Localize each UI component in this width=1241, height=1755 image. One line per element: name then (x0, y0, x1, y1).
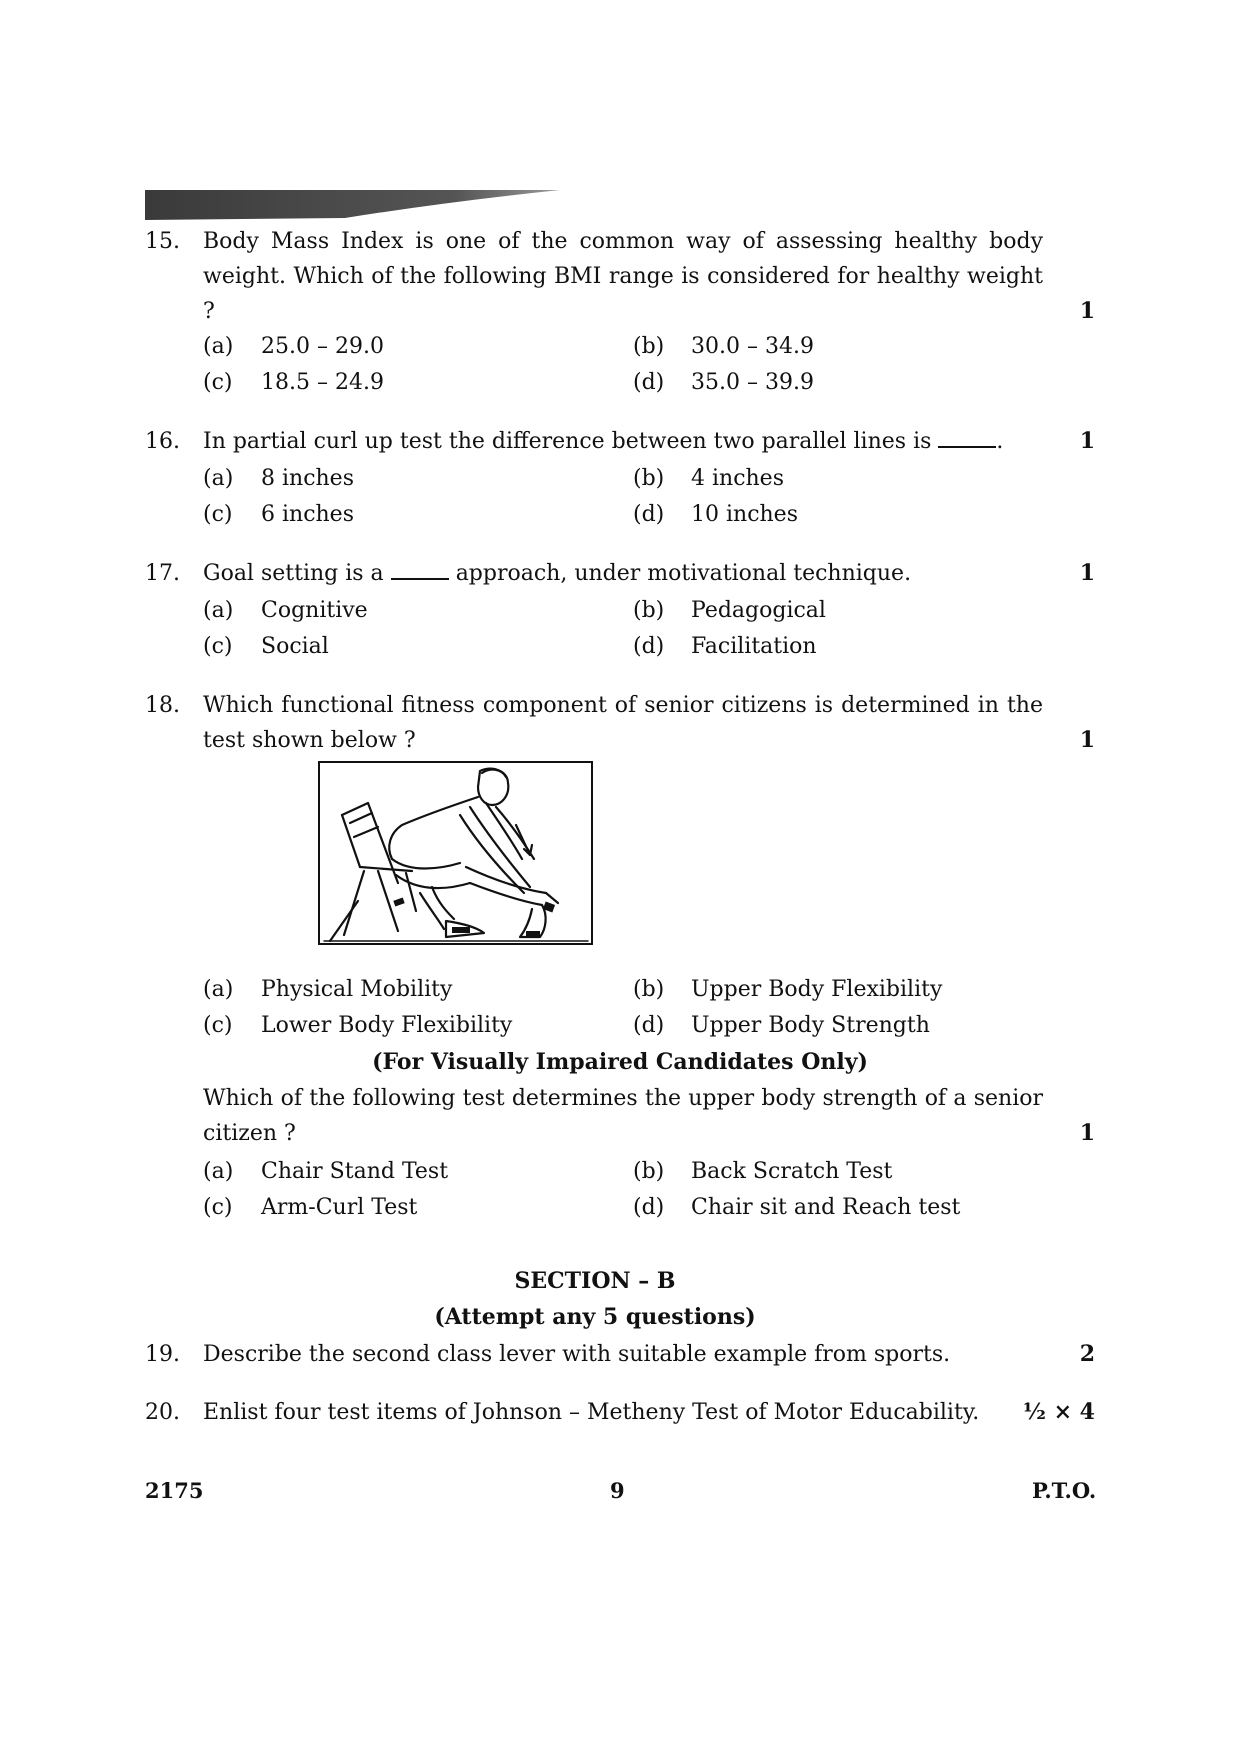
option-text: Upper Body Flexibility (691, 977, 943, 1002)
option-text: 35.0 – 39.9 (691, 370, 814, 395)
question-number: 15. (145, 229, 180, 254)
header-decorative-bar (145, 188, 560, 222)
question-text: Which of the following test determines the upper body strength of a senior citizen ? (203, 1086, 1043, 1146)
option-text: Cognitive (261, 598, 368, 623)
question-marks: 1 (1079, 1120, 1095, 1146)
section-b-title: SECTION – B (514, 1268, 676, 1294)
question-marks: ½ × 4 (1022, 1399, 1095, 1425)
option-text: Arm-Curl Test (261, 1195, 418, 1220)
question-number: 18. (145, 693, 180, 718)
visually-impaired-heading: (For Visually Impaired Candidates Only) (372, 1049, 868, 1075)
option-text: 30.0 – 34.9 (691, 334, 814, 359)
option-label: (d) (633, 502, 665, 527)
option-label: (d) (633, 370, 665, 395)
option-text: Physical Mobility (261, 977, 453, 1002)
option-text: Pedagogical (691, 598, 826, 623)
option-text: Lower Body Flexibility (261, 1013, 513, 1038)
question-text (203, 556, 1043, 591)
option-text: Chair sit and Reach test (691, 1195, 961, 1220)
question-number: 20. (145, 1400, 180, 1425)
option-label: (a) (203, 334, 234, 359)
option-text: 18.5 – 24.9 (261, 370, 384, 395)
question-number: 19. (145, 1342, 180, 1367)
option-label: (d) (633, 1195, 665, 1220)
option-label: (a) (203, 466, 234, 491)
option-label: (c) (203, 502, 233, 527)
question-text-end: . (996, 429, 1004, 454)
answer-blank (938, 426, 996, 448)
option-label: (c) (203, 1013, 233, 1038)
option-text: 6 inches (261, 502, 354, 527)
option-label: (d) (633, 634, 665, 659)
option-text: Back Scratch Test (691, 1159, 893, 1184)
option-label: (b) (633, 977, 665, 1002)
question-text-end: approach, under motivational technique. (455, 561, 912, 586)
option-label: (c) (203, 370, 233, 395)
question-text-start: In partial curl up test the difference between two parallel lines is (203, 429, 932, 454)
answer-blank (391, 558, 449, 580)
question-text-start: Goal setting is a (203, 561, 384, 586)
option-label: (c) (203, 634, 233, 659)
option-text: 10 inches (691, 502, 798, 527)
question-marks: 2 (1079, 1341, 1095, 1367)
chair-sit-and-reach-illustration (318, 761, 593, 945)
option-label: (d) (633, 1013, 665, 1038)
please-turn-over: P.T.O. (1032, 1478, 1097, 1503)
question-marks: 1 (1079, 298, 1095, 324)
question-number: 17. (145, 561, 180, 586)
option-text: 4 inches (691, 466, 784, 491)
illustration-drawing (320, 763, 591, 943)
question-text (203, 424, 1043, 459)
option-text: 25.0 – 29.0 (261, 334, 384, 359)
page-number: 9 (610, 1478, 625, 1503)
option-text: Social (261, 634, 329, 659)
option-label: (a) (203, 1159, 234, 1184)
option-label: (a) (203, 598, 234, 623)
question-text: Describe the second class lever with suitable example from sports. (203, 1342, 951, 1367)
question-text: Body Mass Index is one of the common way of assessing healthy body weight. Which of the following BMI range is considered for healthy weight ? (203, 229, 1043, 324)
section-b-instruction: (Attempt any 5 questions) (434, 1304, 756, 1330)
question-marks: 1 (1079, 428, 1095, 454)
paper-code: 2175 (145, 1478, 204, 1503)
option-text: Chair Stand Test (261, 1159, 449, 1184)
option-label: (a) (203, 977, 234, 1002)
question-marks: 1 (1079, 727, 1095, 753)
option-text: Facilitation (691, 634, 817, 659)
option-label: (b) (633, 1159, 665, 1184)
question-text: Which functional fitness component of senior citizens is determined in the test shown below ? (203, 693, 1043, 753)
option-label: (b) (633, 466, 665, 491)
question-number: 16. (145, 429, 180, 454)
option-label: (b) (633, 598, 665, 623)
question-marks: 1 (1079, 560, 1095, 586)
option-label: (c) (203, 1195, 233, 1220)
option-label: (b) (633, 334, 665, 359)
option-text: 8 inches (261, 466, 354, 491)
option-text: Upper Body Strength (691, 1013, 930, 1038)
question-text: Enlist four test items of Johnson – Metheny Test of Motor Educability. (203, 1400, 980, 1425)
